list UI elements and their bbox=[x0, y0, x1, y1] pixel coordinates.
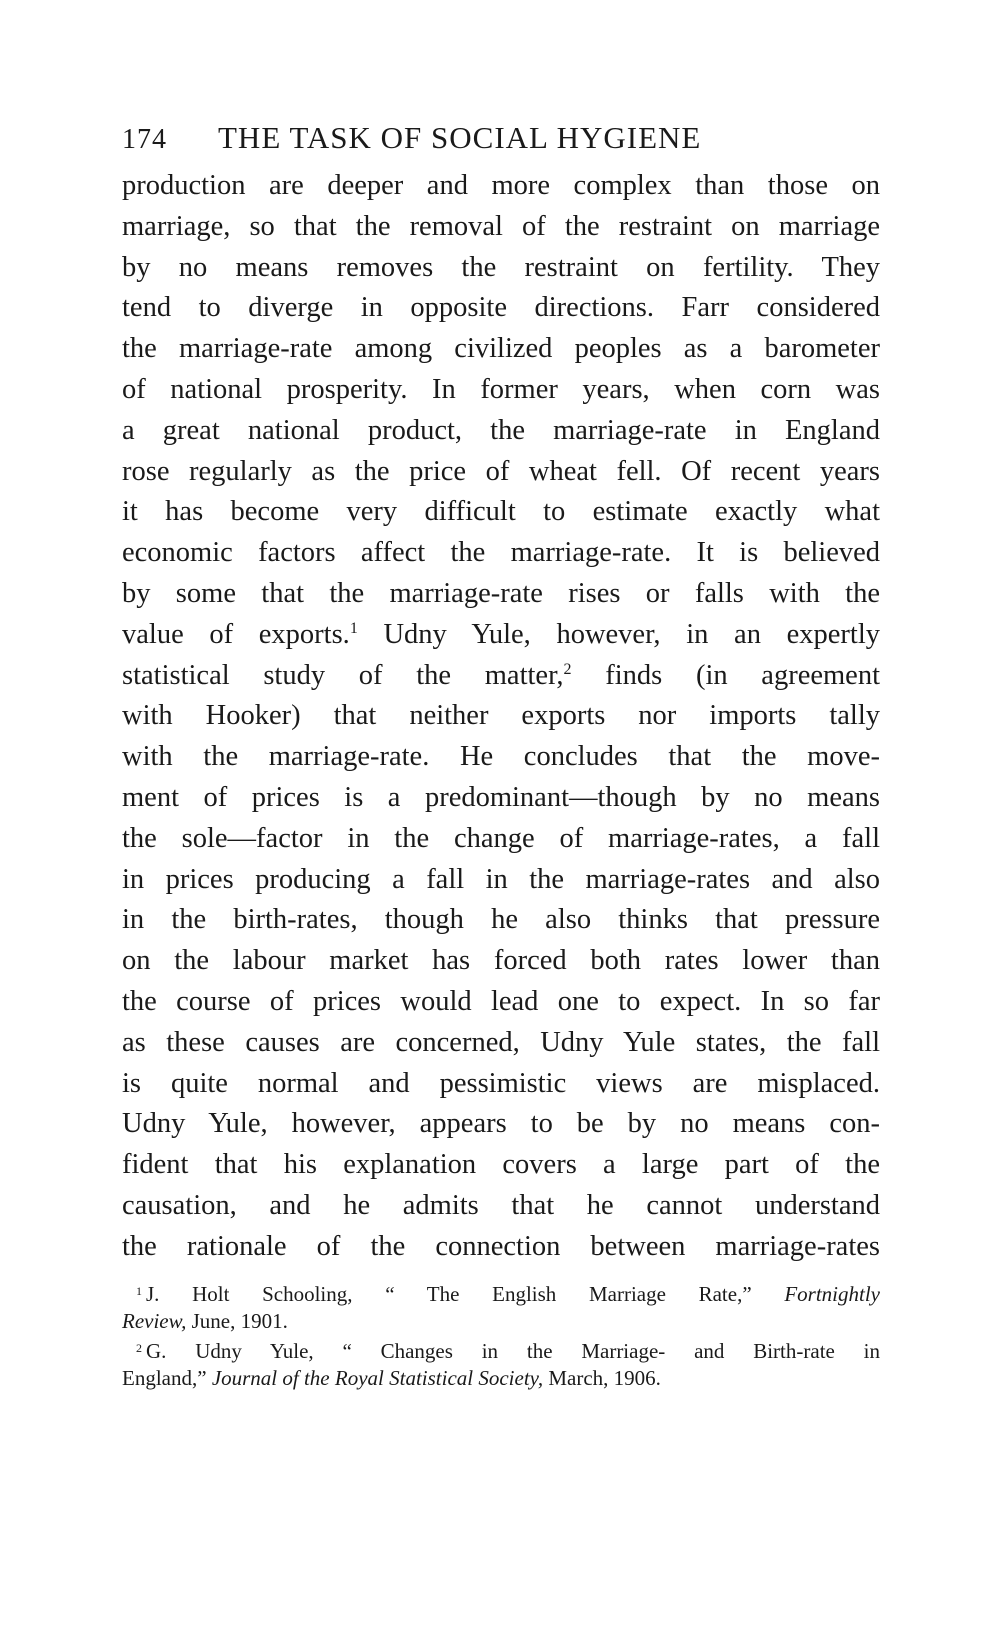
text-line: with Hooker) that neither exports nor imports tally bbox=[122, 700, 880, 732]
text-line: marriage, so that the removal of the restraint on marriage bbox=[122, 210, 880, 242]
text-line: in prices producing a fall in the marriage-rates and also bbox=[122, 863, 880, 895]
footnote-journal: Review, bbox=[122, 1308, 187, 1333]
text-line: of national prosperity. In former years, when corn was bbox=[122, 373, 880, 405]
footnote-marker: 2 bbox=[136, 1340, 142, 1355]
footnote-2-cont bbox=[122, 1365, 880, 1392]
text-line: production are deeper and more complex than those on bbox=[122, 170, 880, 201]
footnote-1 bbox=[122, 1278, 880, 1308]
book-page bbox=[122, 120, 880, 1392]
text-line: rose regularly as the price of wheat fell. Of recent years bbox=[122, 455, 880, 487]
text-line: the sole—factor in the change of marriage-rates, a fall bbox=[122, 822, 880, 854]
text-line: by no means removes the restraint on fertility. They bbox=[122, 251, 880, 283]
footnote-text: G. Udny Yule, “ Changes in the Marriage- and Birth-rate in bbox=[146, 1338, 880, 1363]
text-line: in the birth-rates, though he also thinks that pressure bbox=[122, 904, 880, 936]
footnote-1-cont bbox=[122, 1308, 880, 1335]
footnote-ref-1: 1 bbox=[349, 619, 358, 637]
text-line: economic factors affect the marriage-rate. It is believed bbox=[122, 537, 880, 569]
footnote-journal: Fortnightly bbox=[784, 1281, 880, 1306]
text-line bbox=[122, 656, 880, 697]
footnote-2 bbox=[122, 1335, 880, 1365]
text-segment: statistical study of the matter, bbox=[122, 659, 564, 691]
text-segment: finds (in agreement bbox=[571, 659, 880, 691]
footnote-ref-2: 2 bbox=[563, 660, 572, 678]
text-line: a great national product, the marriage-rate in England bbox=[122, 414, 880, 446]
text-line: tend to diverge in opposite directions. Farr considered bbox=[122, 292, 880, 324]
text-segment: Udny Yule, however, in an expertly bbox=[357, 618, 880, 650]
page-number: 174 bbox=[122, 124, 167, 155]
text-segment: value of exports. bbox=[122, 618, 350, 650]
running-head bbox=[122, 120, 880, 162]
text-line: Udny Yule, however, appears to be by no means con- bbox=[122, 1108, 880, 1140]
text-line: the marriage-rate among civilized peoples as a barometer bbox=[122, 333, 880, 365]
running-title: THE TASK OF SOCIAL HYGIENE bbox=[218, 120, 702, 155]
text-line: on the labour market has forced both rates lower than bbox=[122, 945, 880, 977]
text-line: as these causes are concerned, Udny Yule states, the fall bbox=[122, 1026, 880, 1058]
body-text bbox=[122, 166, 880, 1268]
text-line: causation, and he admits that he cannot understand bbox=[122, 1189, 880, 1221]
text-line: ment of prices is a predominant—though by no means bbox=[122, 781, 880, 813]
text-line: the rationale of the connection between marriage-rates bbox=[122, 1230, 880, 1262]
footnote-text: March, 1906. bbox=[543, 1365, 661, 1390]
text-line: it has become very difficult to estimate exactly what bbox=[122, 496, 880, 528]
footnote-text: England,” bbox=[122, 1365, 212, 1390]
footnote-text: June, 1901. bbox=[186, 1308, 288, 1333]
footnote-marker: 1 bbox=[136, 1283, 142, 1298]
text-line: with the marriage-rate. He concludes that the move- bbox=[122, 741, 880, 773]
footnote-text: J. Holt Schooling, “ The English Marriage Rate,” bbox=[146, 1281, 785, 1306]
footnote-journal: Journal of the Royal Statistical Society, bbox=[211, 1365, 544, 1390]
text-line: is quite normal and pessimistic views are misplaced. bbox=[122, 1067, 880, 1099]
text-line: fident that his explanation covers a large part of the bbox=[122, 1149, 880, 1181]
text-line: by some that the marriage-rate rises or falls with the bbox=[122, 577, 880, 609]
footnotes bbox=[122, 1278, 880, 1392]
text-line bbox=[122, 615, 880, 656]
text-line: the course of prices would lead one to expect. In so far bbox=[122, 985, 880, 1017]
